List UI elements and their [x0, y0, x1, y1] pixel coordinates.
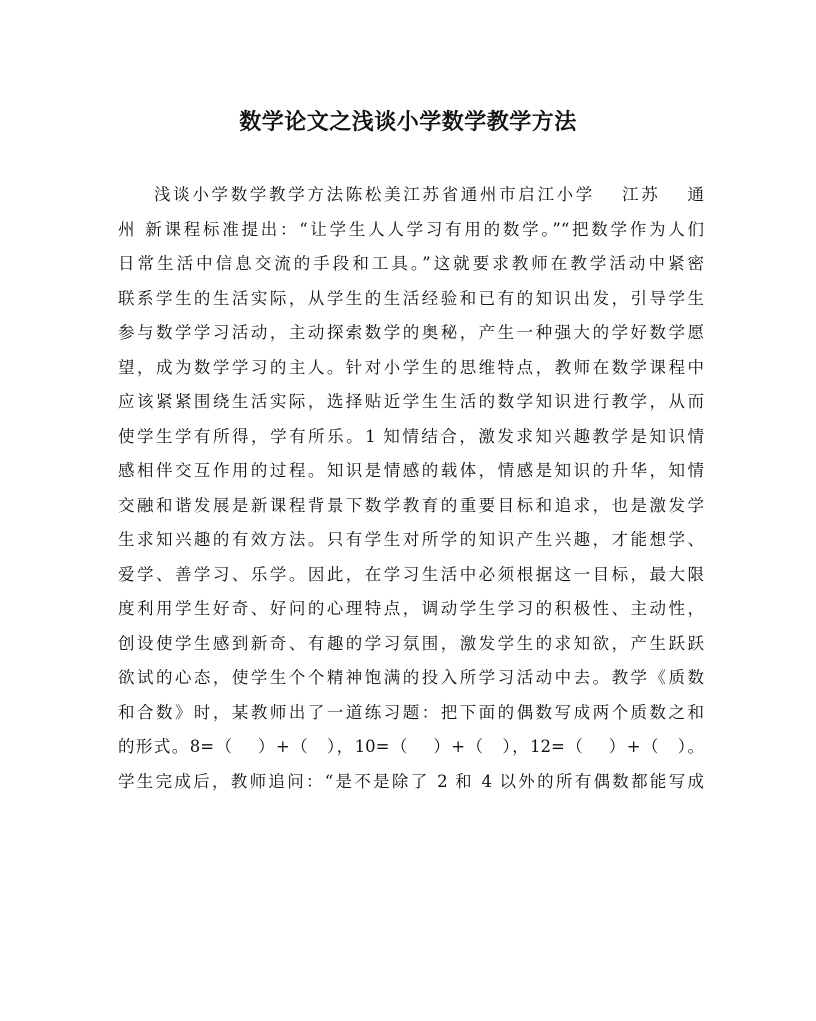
text-line: 望，成为数学学习的主人。针对小学生的思维特点，教师在数学课程中	[118, 357, 704, 377]
text-line: 欲试的心态，使学生个个精神饱满的投入所学习活动中去。教学《质数	[118, 668, 704, 687]
document-title: 数学论文之浅谈小学数学教学方法	[239, 109, 577, 135]
text-line: 感相伴交互作用的过程。知识是情感的载体，情感是知识的升华，知情	[118, 461, 704, 480]
text-line: 生求知兴趣的有效方法。只有学生对所学的知识产生兴趣，才能想学、	[118, 530, 704, 549]
body-paragraph	[118, 178, 704, 799]
text-line: 使学生学有所得，学有所乐。1 知情结合，激发求知兴趣教学是知识情	[118, 426, 704, 446]
text-line: 日常生活中信息交流的手段和工具。”这就要求教师在教学活动中紧密	[118, 254, 704, 273]
text-line: 交融和谐发展是新课程背景下数学教育的重要目标和追求，也是激发学	[118, 495, 704, 515]
text-line: 浅谈小学数学教学方法陈松美江苏省通州市启江小学 江苏 通	[154, 185, 704, 204]
text-line: 的形式。8=（ ）+（ ），10=（ ）+（ ），12=（ ）+（ ）。	[118, 737, 704, 756]
text-line: 应该紧紧围绕生活实际，选择贴近学生生活的数学知识进行教学，从而	[118, 392, 704, 411]
text-line: 参与数学学习活动，主动探索数学的奥秘，产生一种强大的学好数学愿	[118, 323, 704, 342]
text-line: 和合数》时，某教师出了一道练习题：把下面的偶数写成两个质数之和	[118, 702, 704, 722]
text-line: 爱学、善学习、乐学。因此，在学习生活中必须根据这一目标，最大限	[118, 564, 704, 584]
text-line: 州 新课程标准提出：“让学生人人学习有用的数学。”“把数学作为人们	[118, 219, 704, 239]
text-line: 学生完成后，教师追问：“是不是除了 2 和 4 以外的所有偶数都能写成	[118, 771, 704, 791]
text-line: 联系学生的生活实际，从学生的生活经验和已有的知识出发，引导学生	[118, 288, 704, 308]
text-line: 度利用学生好奇、好问的心理特点，调动学生学习的积极性、主动性，	[118, 599, 704, 618]
text-line: 创设使学生感到新奇、有趣的学习氛围，激发学生的求知欲，产生跃跃	[118, 633, 704, 653]
